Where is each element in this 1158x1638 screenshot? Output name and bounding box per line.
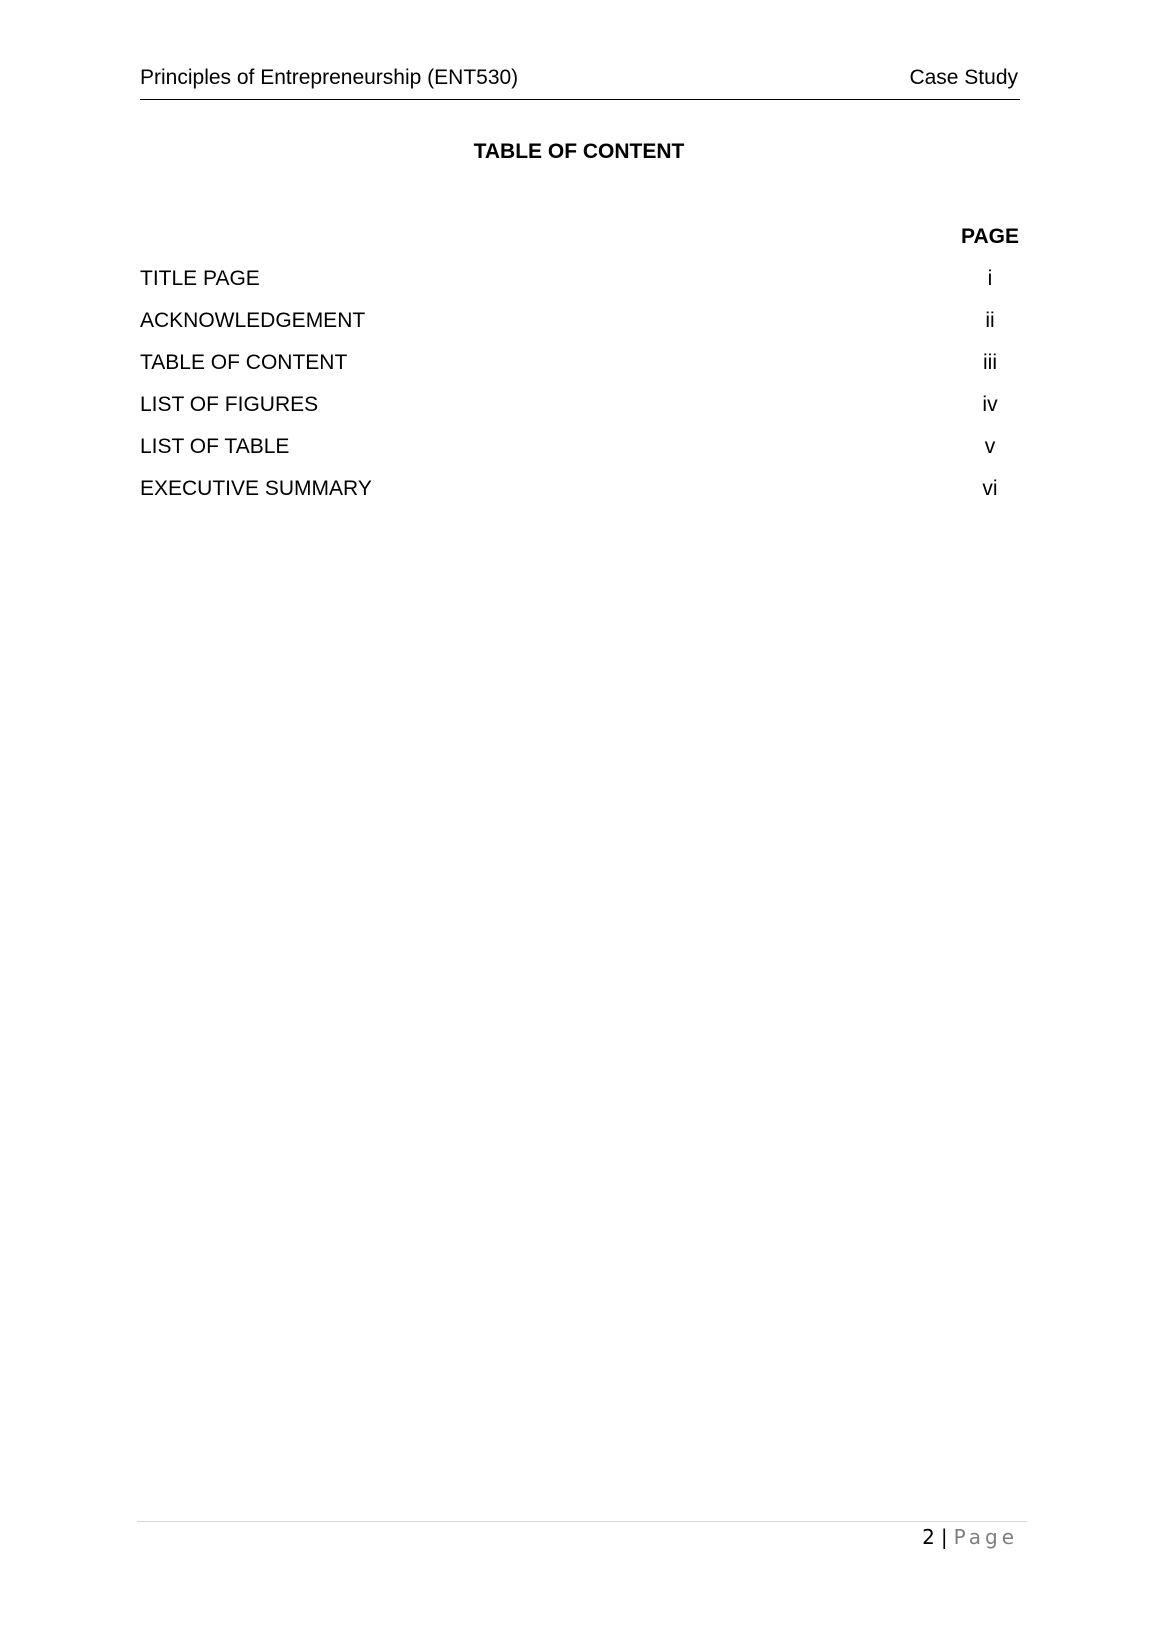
page-column-header: PAGE — [961, 225, 1019, 248]
toc-entry-label: TITLE PAGE — [140, 267, 260, 290]
document-type: Case Study — [909, 66, 1018, 89]
footer-separator: | — [940, 1525, 948, 1549]
toc-entry-label: ACKNOWLEDGEMENT — [140, 309, 366, 332]
page-header — [140, 60, 1020, 100]
toc-entry-label: EXECUTIVE SUMMARY — [140, 477, 372, 500]
toc-list — [140, 265, 1040, 517]
toc-entry — [140, 265, 1040, 307]
toc-entry-label: LIST OF TABLE — [140, 435, 290, 458]
toc-entry-page: ii — [985, 309, 995, 332]
toc-entry-page: iii — [983, 351, 997, 374]
toc-entry — [140, 475, 1040, 517]
toc-entry-page: iv — [982, 393, 998, 416]
toc-entry-page: v — [984, 435, 996, 458]
toc-entry — [140, 391, 1040, 433]
page-footer — [922, 1525, 1018, 1549]
toc-entry — [140, 349, 1040, 391]
footer-divider — [137, 1521, 1027, 1522]
footer-page-word: Page — [953, 1525, 1018, 1549]
footer-page-number: 2 — [922, 1525, 935, 1549]
toc-entry-label: LIST OF FIGURES — [140, 393, 319, 416]
toc-entry-page: i — [987, 267, 993, 290]
toc-entry — [140, 307, 1040, 349]
toc-entry — [140, 433, 1040, 475]
toc-title: TABLE OF CONTENT — [473, 140, 685, 163]
course-title: Principles of Entrepreneurship (ENT530) — [140, 66, 519, 89]
toc-entry-page: vi — [982, 477, 998, 500]
toc-entry-label: TABLE OF CONTENT — [140, 351, 348, 374]
